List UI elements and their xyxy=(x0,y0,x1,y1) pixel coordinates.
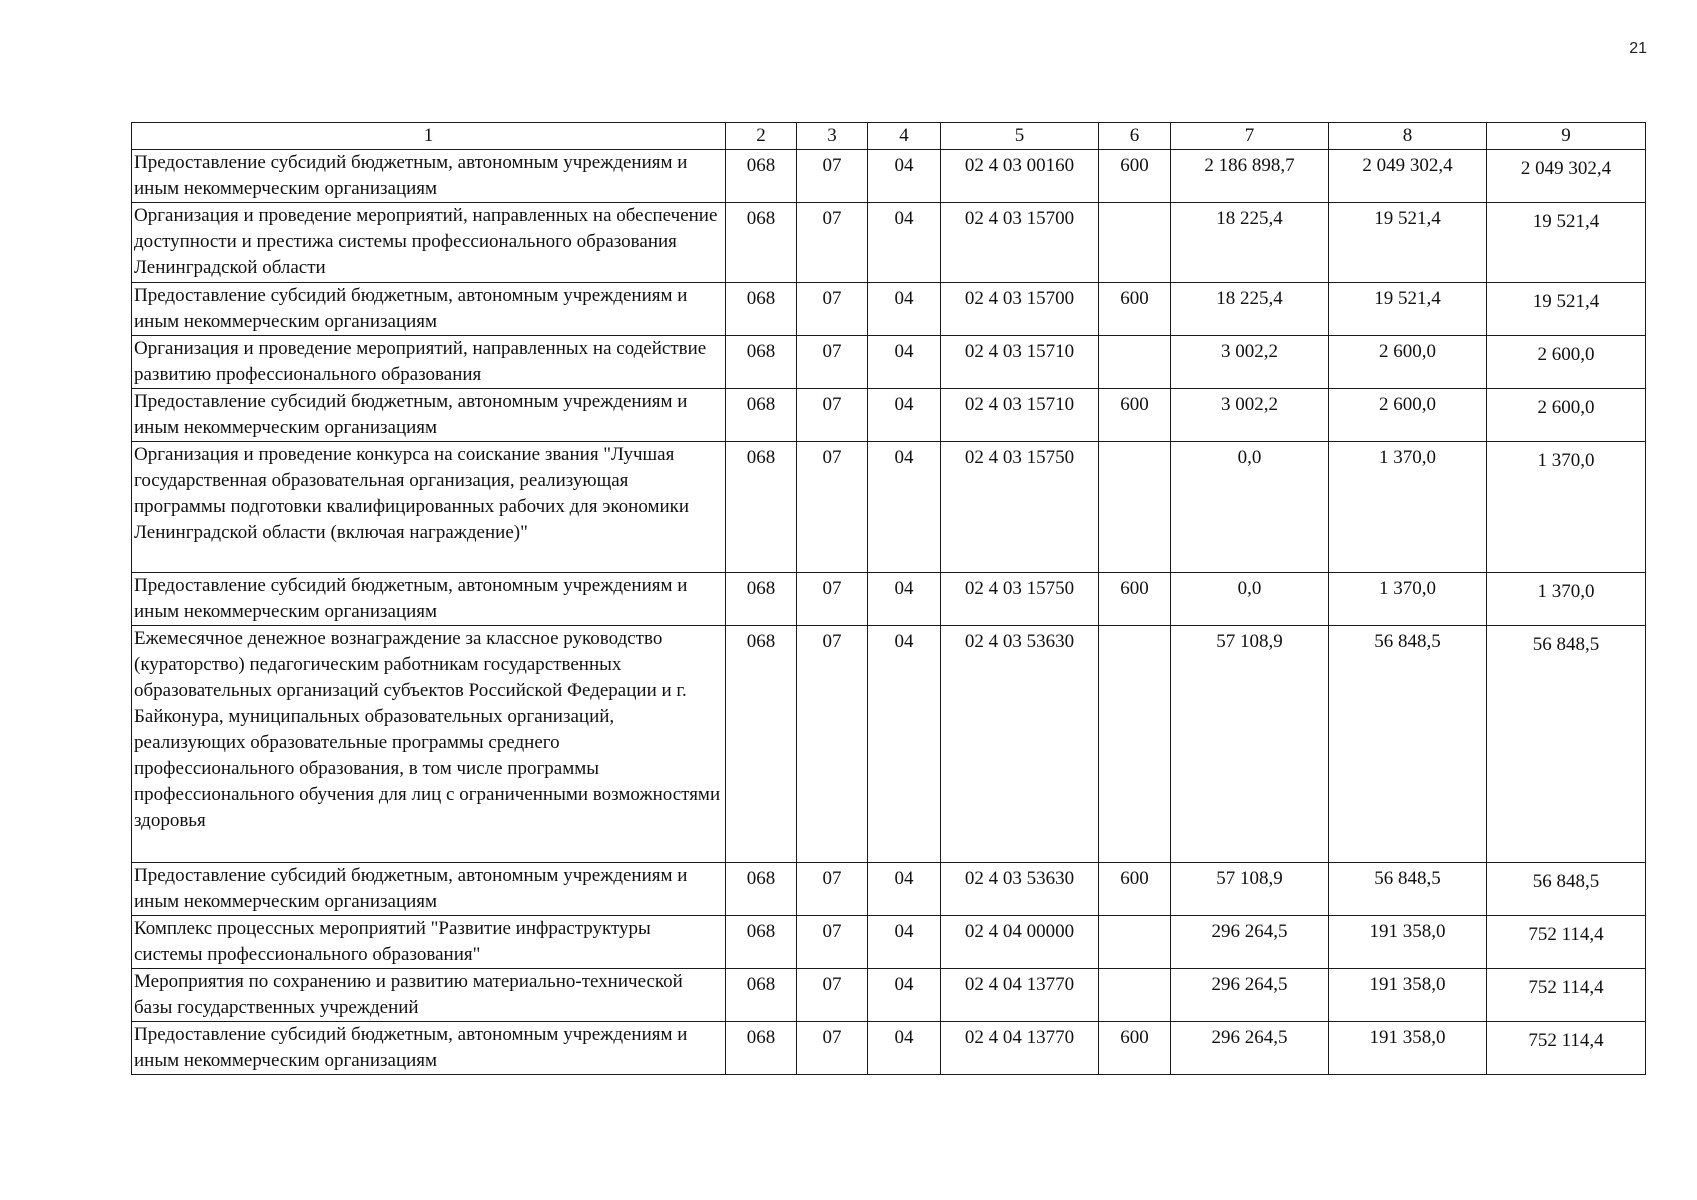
row-expense-type-code: 600 xyxy=(1099,150,1171,203)
row-value-col9: 19 521,4 xyxy=(1487,203,1646,283)
row-description: Ежемесячное денежное вознаграждение за классное руководство (кураторство) педагогическим работникам государственных образовательных организаций субъектов Российской Федерации и г. Байконура, муниципальных образовательных организаций, реализующих образовательные программы среднего профессионального образования, в том числе программы профессионального обучения для лиц с ограниченными возможностями здоровья xyxy=(132,626,726,863)
row-section-code: 07 xyxy=(797,863,868,916)
row-value-col8: 2 049 302,4 xyxy=(1329,150,1487,203)
row-target-article-code: 02 4 03 15750 xyxy=(941,442,1099,573)
row-target-article-code: 02 4 04 13770 xyxy=(941,1022,1099,1075)
row-target-article-code: 02 4 03 15750 xyxy=(941,573,1099,626)
row-expense-type-code xyxy=(1099,626,1171,863)
row-section-code: 07 xyxy=(797,283,868,336)
row-target-article-code: 02 4 03 15700 xyxy=(941,283,1099,336)
row-value-col7: 2 186 898,7 xyxy=(1171,150,1329,203)
row-value-col9: 752 114,4 xyxy=(1487,969,1646,1022)
row-section-code: 07 xyxy=(797,626,868,863)
row-value-col9: 56 848,5 xyxy=(1487,626,1646,863)
row-section-code: 07 xyxy=(797,389,868,442)
row-expense-type-code: 600 xyxy=(1099,863,1171,916)
row-description: Организация и проведение мероприятий, направленных на содействие развитию профессионального образования xyxy=(132,336,726,389)
column-header-2: 2 xyxy=(726,123,797,150)
row-expense-type-code xyxy=(1099,336,1171,389)
table-row xyxy=(132,863,1646,916)
row-value-col7: 57 108,9 xyxy=(1171,863,1329,916)
row-subsection-code: 04 xyxy=(868,863,941,916)
row-subsection-code: 04 xyxy=(868,203,941,283)
row-ved-code: 068 xyxy=(726,203,797,283)
row-section-code: 07 xyxy=(797,1022,868,1075)
column-header-4: 4 xyxy=(868,123,941,150)
row-target-article-code: 02 4 04 13770 xyxy=(941,969,1099,1022)
row-value-col9: 1 370,0 xyxy=(1487,573,1646,626)
row-ved-code: 068 xyxy=(726,442,797,573)
row-target-article-code: 02 4 03 15710 xyxy=(941,389,1099,442)
row-target-article-code: 02 4 04 00000 xyxy=(941,916,1099,969)
table-row xyxy=(132,150,1646,203)
row-value-col8: 191 358,0 xyxy=(1329,916,1487,969)
row-description: Предоставление субсидий бюджетным, автономным учреждениям и иным некоммерческим организациям xyxy=(132,283,726,336)
row-ved-code: 068 xyxy=(726,150,797,203)
header-row xyxy=(132,123,1646,150)
row-expense-type-code xyxy=(1099,916,1171,969)
row-ved-code: 068 xyxy=(726,626,797,863)
column-header-6: 6 xyxy=(1099,123,1171,150)
row-value-col9: 2 049 302,4 xyxy=(1487,150,1646,203)
row-subsection-code: 04 xyxy=(868,283,941,336)
row-subsection-code: 04 xyxy=(868,573,941,626)
row-description: Комплекс процессных мероприятий "Развитие инфраструктуры системы профессионального образования" xyxy=(132,916,726,969)
row-value-col9: 2 600,0 xyxy=(1487,336,1646,389)
row-value-col8: 19 521,4 xyxy=(1329,283,1487,336)
table-row xyxy=(132,283,1646,336)
row-value-col7: 18 225,4 xyxy=(1171,283,1329,336)
row-target-article-code: 02 4 03 15700 xyxy=(941,203,1099,283)
row-description: Мероприятия по сохранению и развитию материально-технической базы государственных учреждений xyxy=(132,969,726,1022)
table-row xyxy=(132,203,1646,283)
row-subsection-code: 04 xyxy=(868,626,941,863)
row-section-code: 07 xyxy=(797,916,868,969)
row-value-col7: 0,0 xyxy=(1171,442,1329,573)
row-subsection-code: 04 xyxy=(868,442,941,573)
row-expense-type-code: 600 xyxy=(1099,573,1171,626)
row-target-article-code: 02 4 03 15710 xyxy=(941,336,1099,389)
row-ved-code: 068 xyxy=(726,969,797,1022)
row-ved-code: 068 xyxy=(726,1022,797,1075)
row-value-col7: 296 264,5 xyxy=(1171,916,1329,969)
row-value-col7: 296 264,5 xyxy=(1171,969,1329,1022)
row-subsection-code: 04 xyxy=(868,336,941,389)
column-header-1: 1 xyxy=(132,123,726,150)
row-value-col8: 2 600,0 xyxy=(1329,336,1487,389)
row-ved-code: 068 xyxy=(726,283,797,336)
row-subsection-code: 04 xyxy=(868,389,941,442)
row-ved-code: 068 xyxy=(726,389,797,442)
row-subsection-code: 04 xyxy=(868,1022,941,1075)
row-ved-code: 068 xyxy=(726,336,797,389)
row-value-col9: 752 114,4 xyxy=(1487,916,1646,969)
row-value-col8: 56 848,5 xyxy=(1329,626,1487,863)
row-value-col7: 0,0 xyxy=(1171,573,1329,626)
row-description: Организация и проведение мероприятий, направленных на обеспечение доступности и престижа системы профессионального образования Ленинградской области xyxy=(132,203,726,283)
table-row xyxy=(132,626,1646,863)
row-value-col7: 18 225,4 xyxy=(1171,203,1329,283)
row-subsection-code: 04 xyxy=(868,150,941,203)
row-value-col8: 19 521,4 xyxy=(1329,203,1487,283)
row-value-col9: 752 114,4 xyxy=(1487,1022,1646,1075)
column-header-3: 3 xyxy=(797,123,868,150)
table-row xyxy=(132,389,1646,442)
row-description: Предоставление субсидий бюджетным, автономным учреждениям и иным некоммерческим организациям xyxy=(132,1022,726,1075)
table-row xyxy=(132,969,1646,1022)
row-value-col9: 56 848,5 xyxy=(1487,863,1646,916)
row-section-code: 07 xyxy=(797,336,868,389)
row-value-col8: 2 600,0 xyxy=(1329,389,1487,442)
row-expense-type-code xyxy=(1099,969,1171,1022)
row-description: Предоставление субсидий бюджетным, автономным учреждениям и иным некоммерческим организациям xyxy=(132,389,726,442)
row-expense-type-code xyxy=(1099,203,1171,283)
row-expense-type-code xyxy=(1099,442,1171,573)
row-ved-code: 068 xyxy=(726,573,797,626)
page-number: 21 xyxy=(1629,40,1647,57)
row-subsection-code: 04 xyxy=(868,969,941,1022)
row-value-col8: 1 370,0 xyxy=(1329,442,1487,573)
row-value-col7: 3 002,2 xyxy=(1171,336,1329,389)
row-description: Предоставление субсидий бюджетным, автономным учреждениям и иным некоммерческим организациям xyxy=(132,573,726,626)
row-expense-type-code: 600 xyxy=(1099,283,1171,336)
row-value-col7: 3 002,2 xyxy=(1171,389,1329,442)
row-section-code: 07 xyxy=(797,442,868,573)
row-target-article-code: 02 4 03 00160 xyxy=(941,150,1099,203)
budget-table xyxy=(131,122,1646,1075)
column-header-8: 8 xyxy=(1329,123,1487,150)
row-value-col9: 1 370,0 xyxy=(1487,442,1646,573)
table-row xyxy=(132,442,1646,573)
column-header-9: 9 xyxy=(1487,123,1646,150)
row-section-code: 07 xyxy=(797,573,868,626)
row-subsection-code: 04 xyxy=(868,916,941,969)
row-description: Предоставление субсидий бюджетным, автономным учреждениям и иным некоммерческим организациям xyxy=(132,150,726,203)
row-target-article-code: 02 4 03 53630 xyxy=(941,863,1099,916)
row-ved-code: 068 xyxy=(726,863,797,916)
row-value-col9: 19 521,4 xyxy=(1487,283,1646,336)
row-value-col7: 57 108,9 xyxy=(1171,626,1329,863)
column-header-5: 5 xyxy=(941,123,1099,150)
row-section-code: 07 xyxy=(797,150,868,203)
row-value-col8: 1 370,0 xyxy=(1329,573,1487,626)
row-value-col8: 191 358,0 xyxy=(1329,969,1487,1022)
column-header-7: 7 xyxy=(1171,123,1329,150)
row-value-col8: 56 848,5 xyxy=(1329,863,1487,916)
table-row xyxy=(132,1022,1646,1075)
table-row xyxy=(132,336,1646,389)
row-target-article-code: 02 4 03 53630 xyxy=(941,626,1099,863)
row-description: Организация и проведение конкурса на соискание звания "Лучшая государственная образовательная организация, реализующая программы подготовки квалифицированных рабочих для экономики Ленинградской области (включая награждение)" xyxy=(132,442,726,573)
row-value-col9: 2 600,0 xyxy=(1487,389,1646,442)
row-description: Предоставление субсидий бюджетным, автономным учреждениям и иным некоммерческим организациям xyxy=(132,863,726,916)
row-section-code: 07 xyxy=(797,203,868,283)
row-value-col8: 191 358,0 xyxy=(1329,1022,1487,1075)
row-expense-type-code: 600 xyxy=(1099,1022,1171,1075)
table-row xyxy=(132,916,1646,969)
row-section-code: 07 xyxy=(797,969,868,1022)
budget-table-container xyxy=(131,122,1645,1075)
row-ved-code: 068 xyxy=(726,916,797,969)
row-expense-type-code: 600 xyxy=(1099,389,1171,442)
table-row xyxy=(132,573,1646,626)
row-value-col7: 296 264,5 xyxy=(1171,1022,1329,1075)
